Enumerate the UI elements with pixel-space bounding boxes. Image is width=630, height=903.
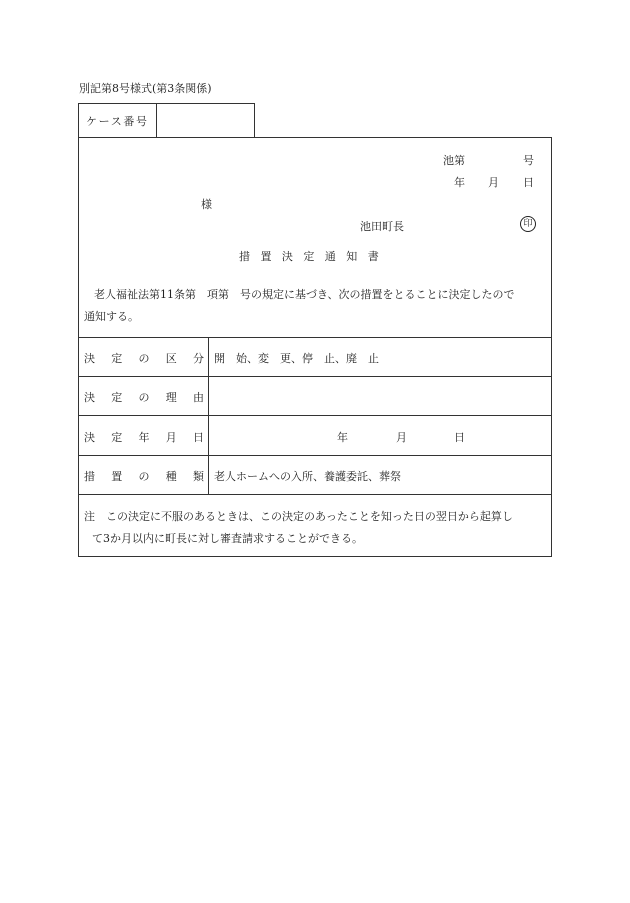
- date-year: 年: [454, 176, 465, 189]
- row-divider-4: [78, 455, 552, 456]
- column-divider: [208, 337, 209, 494]
- decision-date-day: 日: [454, 431, 465, 444]
- date-month: 月: [488, 176, 499, 189]
- document-title: 措置決定通知書: [239, 250, 390, 263]
- date-day: 日: [523, 176, 534, 189]
- row-label-measure-type: 措 置 の 種 類: [84, 470, 204, 483]
- table-bottom-border: [78, 556, 552, 557]
- row-value-category: 開 始、変 更、停 止、廃 止: [214, 352, 379, 365]
- seal-icon: 印: [520, 216, 536, 232]
- row-label-decision-date: 決 定 年 月 日: [84, 431, 204, 444]
- recipient-suffix: 様: [201, 198, 212, 211]
- doc-number-suffix: 号: [523, 154, 534, 167]
- row-divider-3: [78, 415, 552, 416]
- row-divider-1: [78, 337, 552, 338]
- case-box-top: [78, 103, 255, 104]
- decision-date-year: 年: [337, 431, 348, 444]
- table-top-border: [78, 137, 552, 138]
- case-number-label: ケース番号: [86, 115, 149, 128]
- table-left-border: [78, 103, 79, 557]
- row-divider-5: [78, 494, 552, 495]
- doc-number-prefix: 池第: [443, 154, 465, 167]
- note-line1: 注 この決定に不服のあるときは、この決定のあったことを知った日の翌日から起算し: [84, 510, 513, 523]
- row-value-measure-type: 老人ホームへの入所、養護委託、葬祭: [214, 470, 401, 483]
- note-line2: て3か月以内に町長に対し審査請求することができる。: [92, 532, 363, 545]
- issuer-name: 池田町長: [360, 220, 404, 233]
- decision-date-month: 月: [396, 431, 407, 444]
- case-box-divider: [156, 103, 157, 137]
- body-text-line2: 通知する。: [84, 310, 139, 323]
- case-box-right: [254, 103, 255, 137]
- form-title: 別記第8号様式(第3条関係): [79, 82, 212, 95]
- row-label-reason: 決 定 の 理 由: [84, 391, 204, 404]
- body-text-line1: 老人福祉法第11条第 項第 号の規定に基づき、次の措置をとることに決定したので: [94, 288, 515, 301]
- row-label-category: 決 定 の 区 分: [84, 352, 204, 365]
- row-divider-2: [78, 376, 552, 377]
